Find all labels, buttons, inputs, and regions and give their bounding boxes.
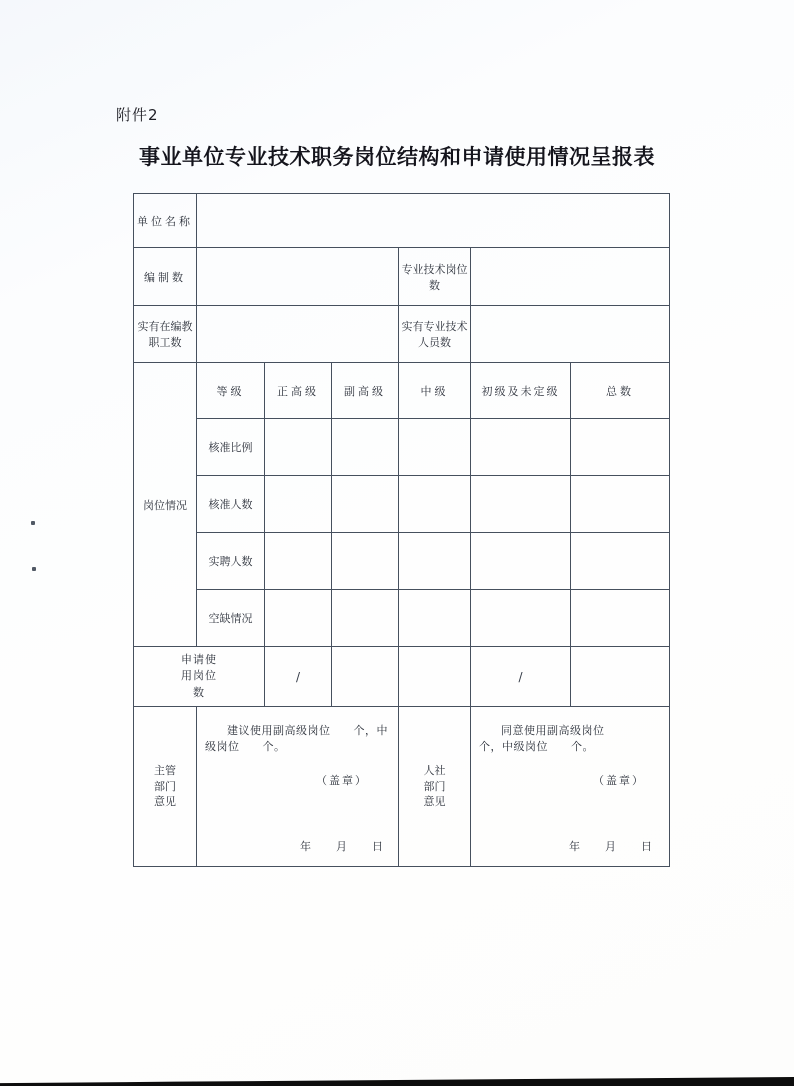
scan-artifact-dot (31, 521, 35, 525)
post-situation-label: 岗位情况 (134, 363, 197, 647)
approved-ratio-cell (571, 419, 670, 476)
actual-professional-count-value (471, 306, 670, 363)
employed-headcount-cell (332, 533, 399, 590)
applied-posts-cell (399, 647, 471, 707)
table-row (134, 306, 670, 363)
grade-header-full-senior: 正高级 (265, 363, 332, 419)
hr-opinion-label: 人社部门意见 (399, 707, 471, 867)
supervisor-date-line: 年 月 日 (300, 839, 384, 853)
vacancy-cell (471, 590, 571, 647)
approved-headcount-cell (571, 476, 670, 533)
actual-staff-count-value (197, 306, 399, 363)
applied-posts-label: 申请使用岗位数 (134, 647, 265, 707)
hr-opinion-content (471, 707, 670, 867)
employed-headcount-cell (571, 533, 670, 590)
applied-posts-cell: / (265, 647, 332, 707)
applied-posts-row (134, 647, 670, 707)
unit-name-label: 单位名称 (134, 194, 197, 248)
approved-headcount-label: 核准人数 (197, 476, 265, 533)
supervisor-opinion-content (197, 707, 399, 867)
grade-header-deputy-senior: 副高级 (332, 363, 399, 419)
table-row (134, 590, 670, 647)
grade-header-intermediate: 中级 (399, 363, 471, 419)
vacancy-cell (399, 590, 471, 647)
establishment-count-value (197, 248, 399, 306)
table-row (134, 533, 670, 590)
professional-post-count-value (471, 248, 670, 306)
approved-ratio-cell (399, 419, 471, 476)
approved-ratio-label: 核准比例 (197, 419, 265, 476)
grade-header-level: 等级 (197, 363, 265, 419)
grade-header-junior: 初级及未定级 (471, 363, 571, 419)
table-row (134, 194, 670, 248)
actual-professional-count-label: 实有专业技术人员数 (399, 306, 471, 363)
document-title: 事业单位专业技术职务岗位结构和申请使用情况呈报表 (139, 144, 655, 169)
employed-headcount-label: 实聘人数 (197, 533, 265, 590)
supervisor-seal-label: （盖章） (316, 773, 368, 787)
report-form-table (133, 193, 670, 867)
approved-ratio-cell (265, 419, 332, 476)
approved-headcount-cell (399, 476, 471, 533)
table-row (134, 248, 670, 306)
applied-posts-cell: / (471, 647, 571, 707)
hr-opinion-text: 同意使用副高级岗位 个，中级岗位 个。 (479, 723, 639, 753)
employed-headcount-cell (265, 533, 332, 590)
supervisor-opinion-text: 建议使用副高级岗位 个，中级岗位 个。 (205, 723, 388, 753)
employed-headcount-cell (399, 533, 471, 590)
approved-headcount-cell (332, 476, 399, 533)
attachment-label: 附件2 (116, 106, 159, 124)
approved-ratio-cell (332, 419, 399, 476)
approved-headcount-cell (265, 476, 332, 533)
applied-posts-cell (332, 647, 399, 707)
actual-staff-count-label: 实有在编教职工数 (134, 306, 197, 363)
table-row (134, 419, 670, 476)
scan-artifact-dot (32, 567, 36, 571)
vacancy-cell (571, 590, 670, 647)
grade-header-row (134, 363, 670, 419)
approved-headcount-cell (471, 476, 571, 533)
grade-header-total: 总数 (571, 363, 670, 419)
vacancy-label: 空缺情况 (197, 590, 265, 647)
professional-post-count-label: 专业技术岗位数 (399, 248, 471, 306)
hr-seal-label: （盖章） (593, 773, 646, 787)
vacancy-cell (332, 590, 399, 647)
unit-name-value (197, 194, 670, 248)
applied-posts-cell (571, 647, 670, 707)
approved-ratio-cell (471, 419, 571, 476)
hr-date-line: 年 月 日 (569, 839, 654, 853)
vacancy-cell (265, 590, 332, 647)
table-row (134, 476, 670, 533)
opinions-row (134, 707, 670, 867)
employed-headcount-cell (471, 533, 571, 590)
establishment-count-label: 编制数 (134, 248, 197, 306)
supervisor-opinion-label: 主管部门意见 (134, 707, 197, 867)
